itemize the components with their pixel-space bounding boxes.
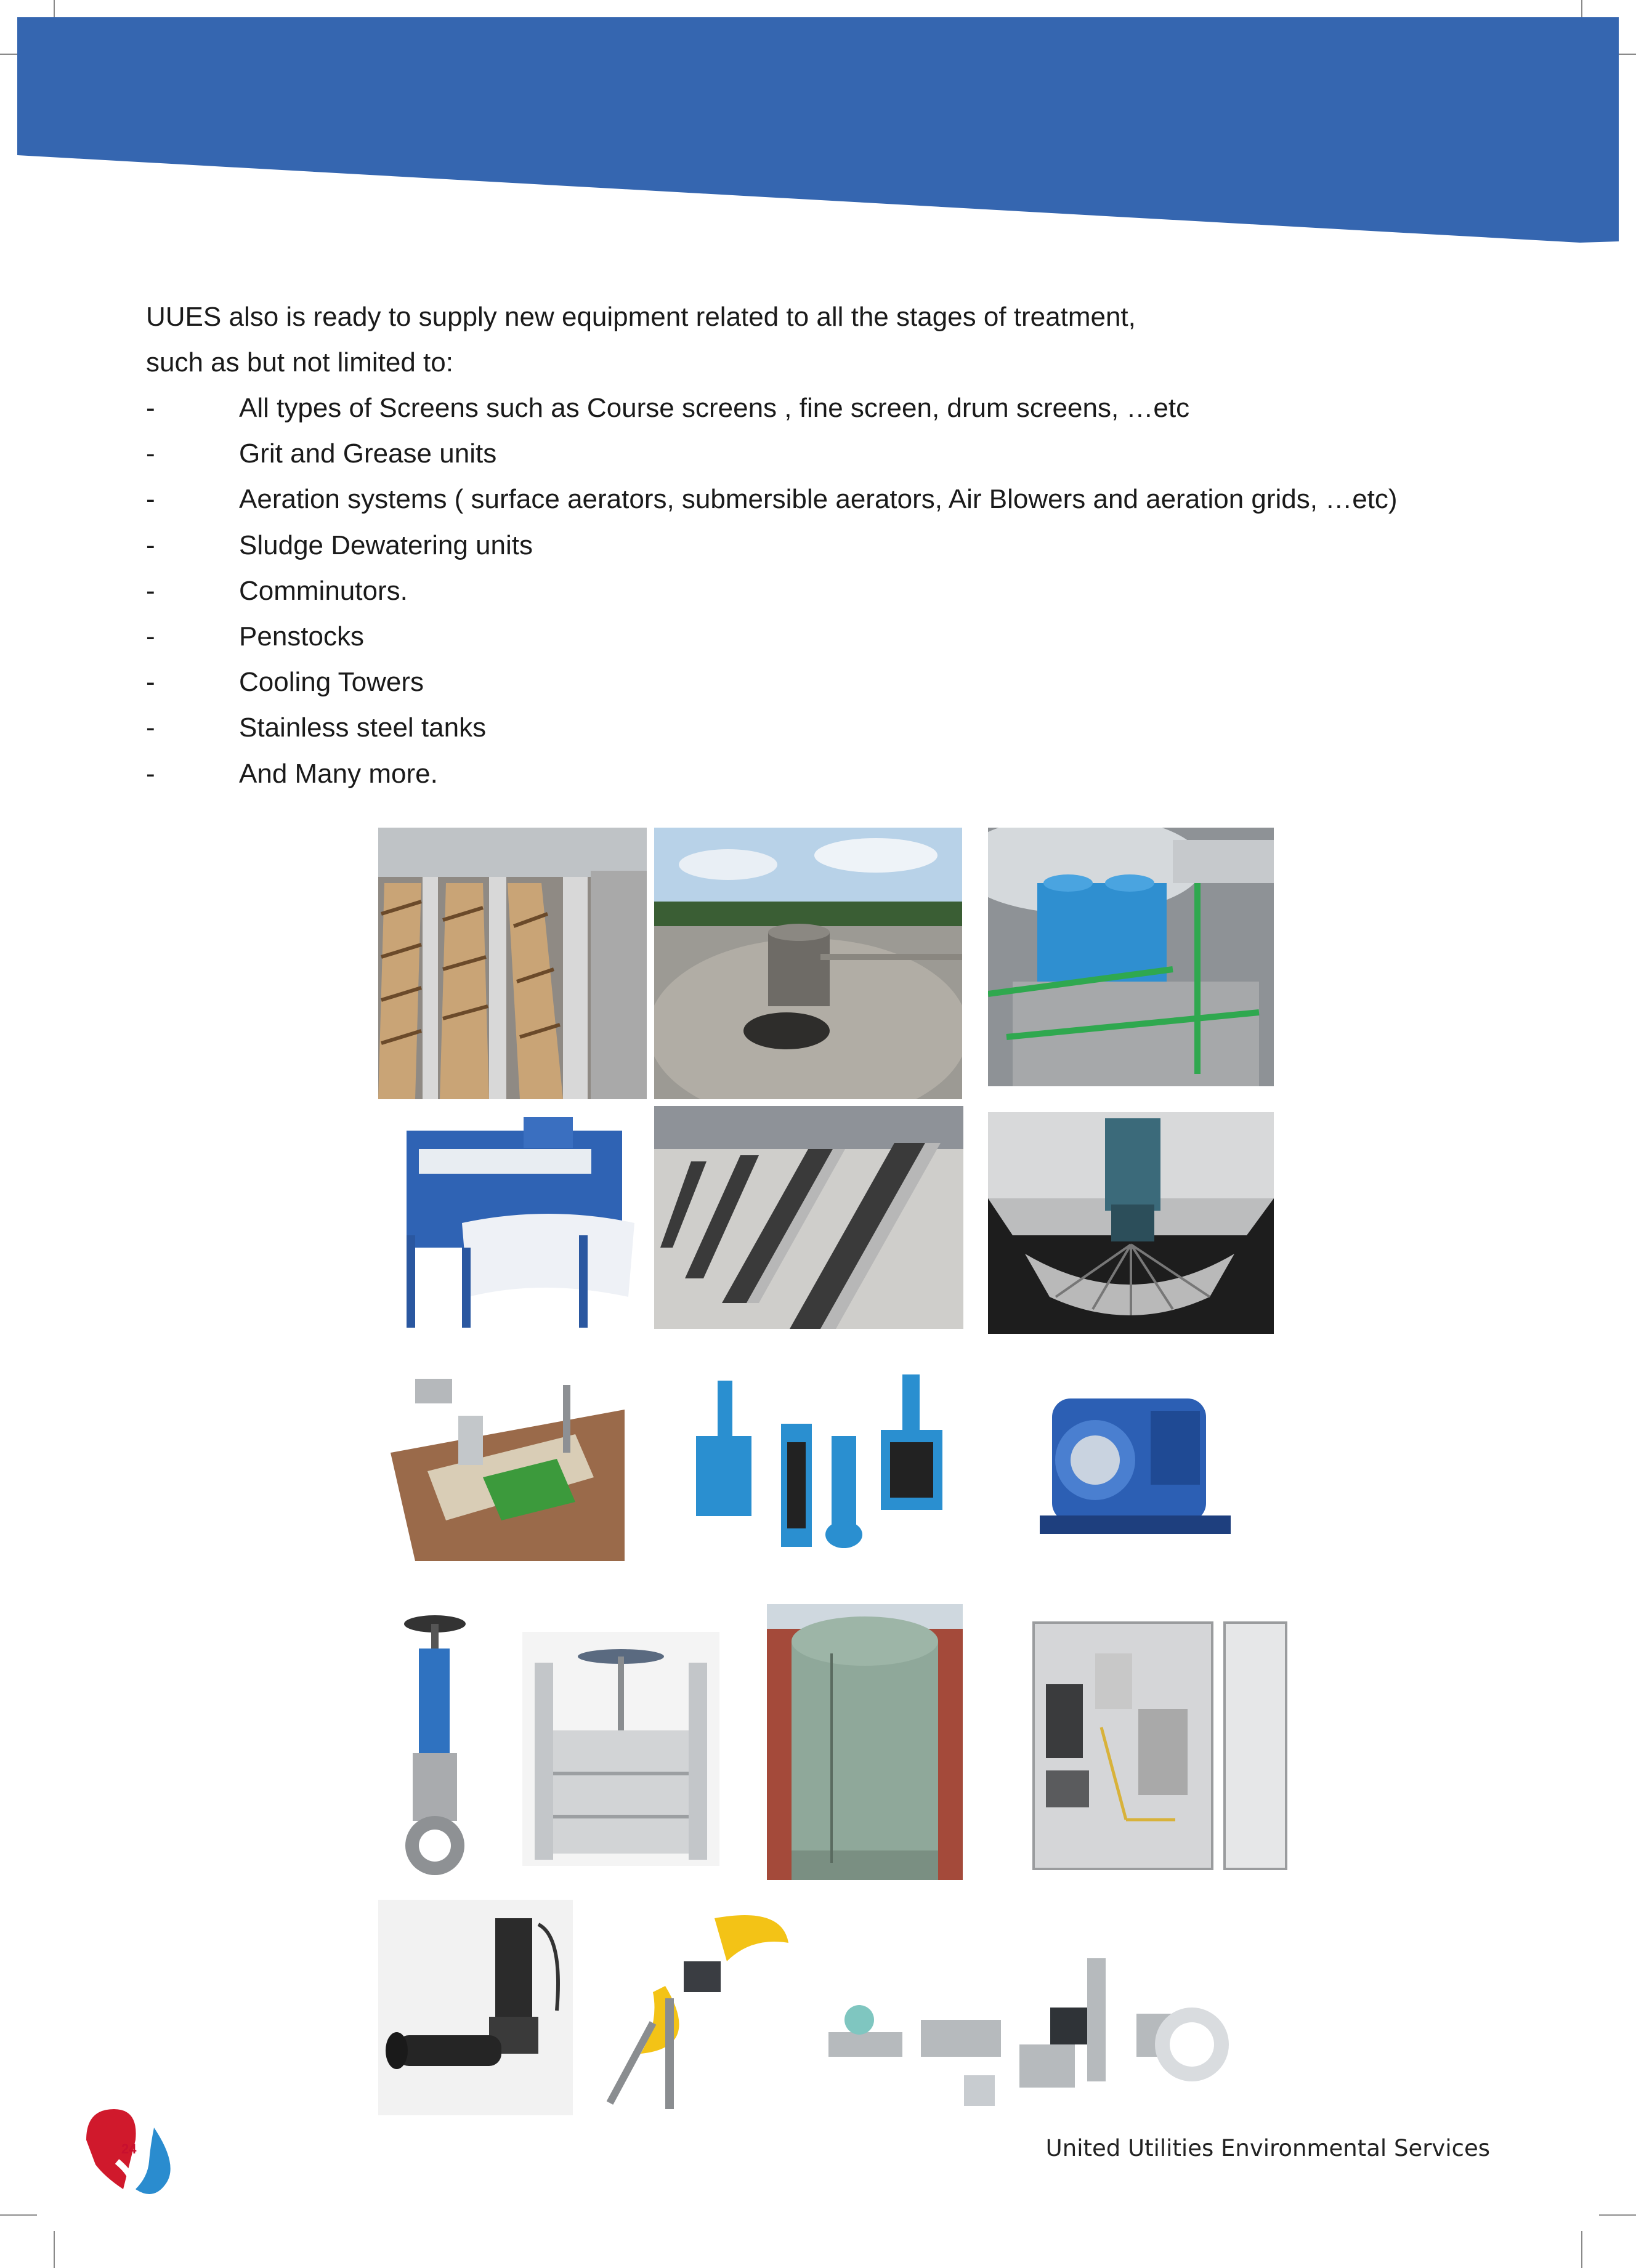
list-bullet: - [146, 621, 155, 652]
intro-line: such as but not limited to: [146, 347, 453, 377]
list-bullet: - [146, 438, 155, 469]
crop-mark [1599, 2214, 1636, 2216]
comminutor-units-photo [684, 1368, 955, 1552]
list-item-text: All types of Screens such as Course screens , fine screen, drum screens, …etc [239, 393, 1190, 423]
belt-press-photo [394, 1112, 641, 1331]
surface-aerator-photo [988, 1112, 1274, 1334]
submersible-mixer-photo [604, 1900, 795, 2112]
grit-grease-unit-photo [391, 1360, 625, 1561]
crop-mark [54, 2231, 55, 2268]
crop-mark [1581, 2231, 1582, 2268]
air-blower-photo [1027, 1374, 1243, 1559]
footer-company-name: United Utilities Environmental Services [1045, 2135, 1490, 2161]
list-item-text: Grit and Grease units [239, 438, 497, 469]
knife-gate-valve-photo [394, 1599, 476, 1884]
list-bullet: - [146, 484, 155, 515]
list-bullet: - [146, 667, 155, 698]
intro-paragraph [146, 294, 1501, 385]
list-item-text: Stainless steel tanks [239, 712, 487, 743]
header-banner [0, 0, 1636, 259]
submersible-pump-photo [378, 1900, 573, 2115]
list-item [146, 385, 1398, 431]
equipment-list [146, 385, 1398, 797]
list-item-text: Comminutors. [239, 575, 408, 606]
list-item [146, 477, 1398, 522]
penstock-gate-photo [522, 1632, 719, 1866]
clarifier-tank-photo [654, 828, 962, 1099]
list-bullet: - [146, 575, 155, 606]
list-item-text: Sludge Dewatering units [239, 530, 533, 560]
frp-storage-tank-photo [767, 1604, 963, 1880]
list-item [146, 751, 1398, 797]
cooling-tower-photo [988, 828, 1274, 1086]
list-bullet: - [146, 712, 155, 743]
flow-instruments-photo [816, 1946, 1229, 2125]
inclined-screens-photo [654, 1106, 963, 1329]
list-item [146, 660, 1398, 705]
list-item [146, 431, 1398, 477]
list-item [146, 705, 1398, 751]
intro-line: UUES also is ready to supply new equipment related to all the stages of treatment, [146, 302, 1136, 332]
control-panel-photo [1027, 1616, 1294, 1880]
list-item [146, 523, 1398, 568]
crop-mark [0, 2214, 37, 2216]
list-bullet: - [146, 530, 155, 560]
list-item [146, 568, 1398, 614]
list-item-text: Penstocks [239, 621, 364, 652]
list-bullet: - [146, 758, 155, 789]
list-item-text: Aeration systems ( surface aerators, submersible aerators, Air Blowers and aeration grids, …etc) [239, 484, 1398, 515]
list-item-text: And Many more. [239, 758, 438, 789]
list-bullet: - [146, 393, 155, 423]
screw-conveyor-photo [378, 828, 647, 1099]
list-item [146, 614, 1398, 660]
page-number: 24 [121, 2141, 137, 2157]
list-item-text: Cooling Towers [239, 667, 424, 698]
